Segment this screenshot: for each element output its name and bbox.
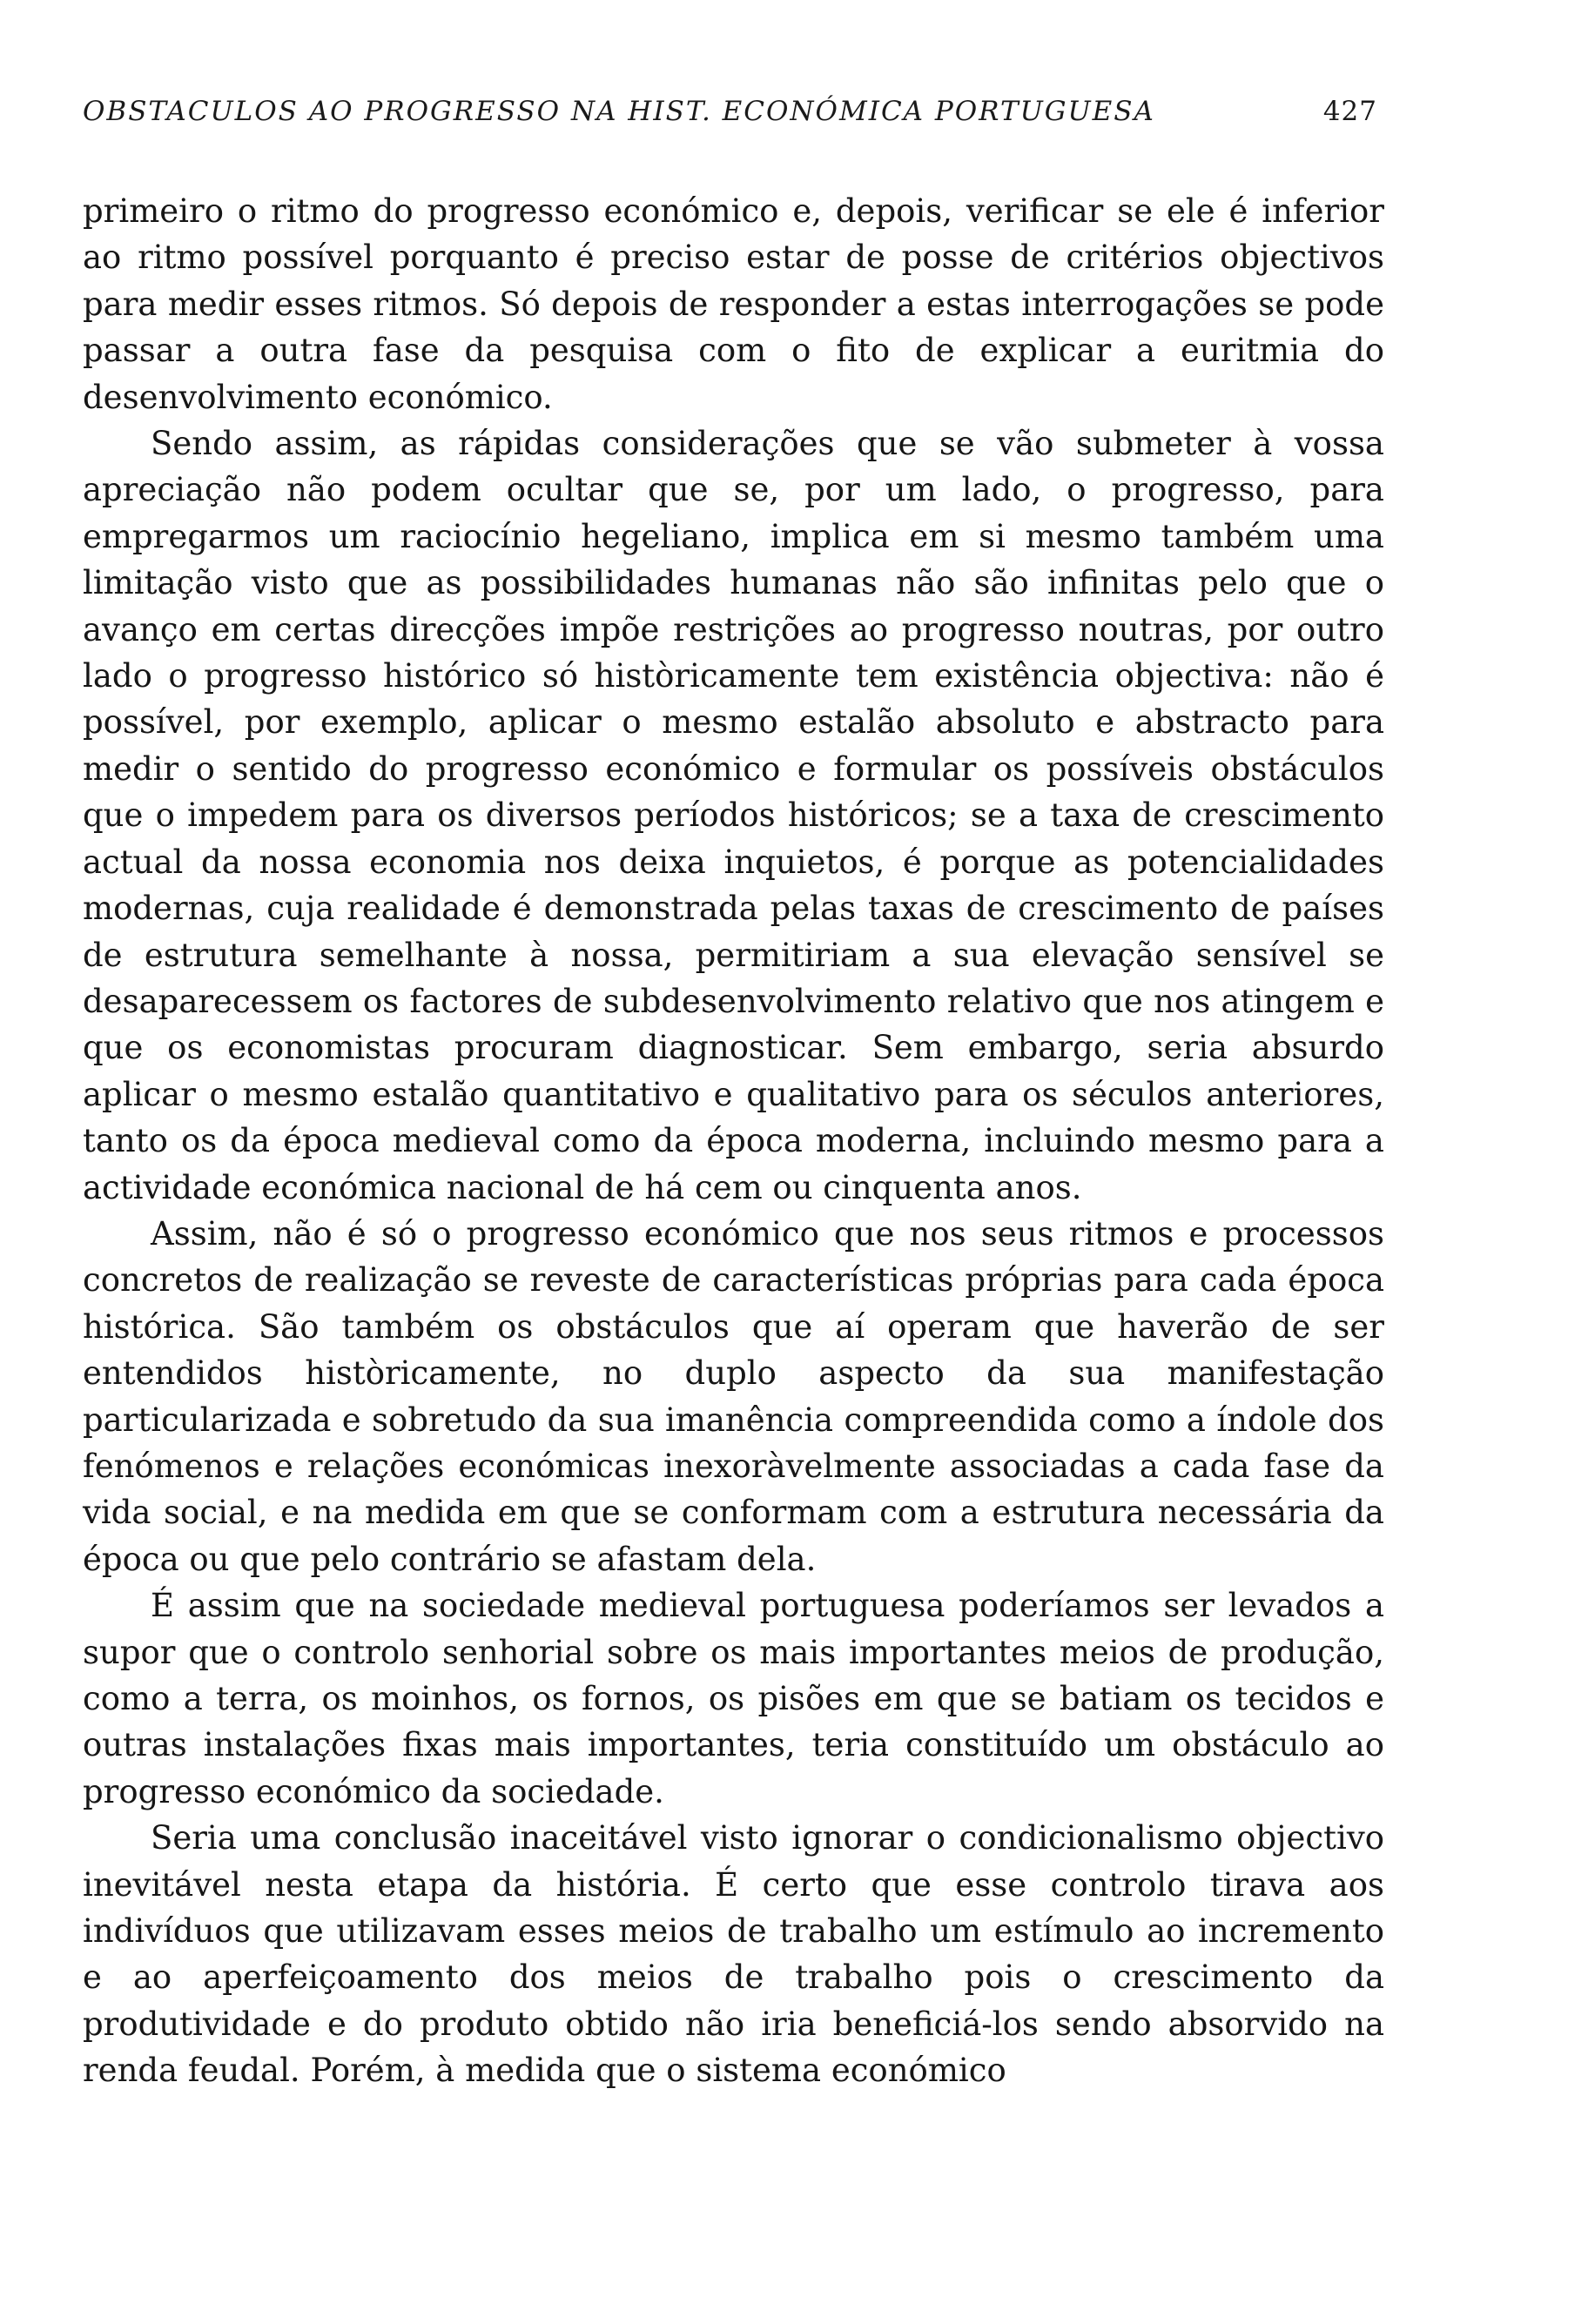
- running-head: [83, 96, 1384, 127]
- page-number: 427: [1322, 96, 1377, 127]
- paragraph: Seria uma conclusão inaceitável visto ignorar o condicionalismo objectivo inevitável nesta etapa da história. É certo que esse controlo tirava aos indivíduos que utilizavam esses meios de trabalho um estímulo ao incremento e ao aperfeiçoamento dos meios de trabalho pois o crescimento da produtividade e do produto obtido não iria beneficiá-los sendo absorvido na renda feudal. Porém, à medida que o sistema económico: [83, 1819, 1384, 2090]
- paragraph: É assim que na sociedade medieval portuguesa poderíamos ser levados a supor que o controlo senhorial sobre os mais importantes meios de produção, como a terra, os moinhos, os fornos, os pisões em que se batiam os tecidos e outras instalações fixas mais importantes, teria constituído um obstáculo ao progresso económico da sociedade.: [83, 1587, 1384, 1810]
- paragraph: Sendo assim, as rápidas considerações que se vão submeter à vossa apreciação não podem ocultar que se, por um lado, o progresso, para empregarmos um raciocínio hegeliano, implica em si mesmo também uma limitação visto que as possibilidades humanas não são infinitas pelo que o avanço em certas direcções impõe restrições ao progresso noutras, por outro lado o progresso histórico só històricamente tem existência objectiva: não é possível, por exemplo, aplicar o mesmo estalão absoluto e abstracto para medir o sentido do progresso económico e formular os possíveis obstáculos que o impedem para os diversos períodos históricos; se a taxa de crescimento actual da nossa economia nos deixa inquietos, é porque as potencialidades modernas, cuja realidade é demonstrada pelas taxas de crescimento de países de estrutura semelhante à nossa, permitiriam a sua elevação sensível se desaparecessem os factores de subdesenvolvimento relativo que nos atingem e que os economistas procuram diagnosticar. Sem embargo, seria absurdo aplicar o mesmo estalão quantitativo e qualitativo para os séculos anteriores, tanto os da época medieval como da época moderna, incluindo mesmo para a actividade económica nacional de há cem ou cinquenta anos.: [83, 425, 1384, 1206]
- paragraph-continuation: primeiro o ritmo do progresso económico e, depois, verificar se ele é inferior ao ritmo possível porquanto é preciso estar de posse de critérios objectivos para medir esses ritmos. Só depois de responder a estas interrogações se pode passar a outra fase da pesquisa com o fito de explicar a euritmia do desenvolvimento económico.: [83, 192, 1384, 416]
- body-text: [83, 188, 1384, 2094]
- running-title: OBSTACULOS AO PROGRESSO NA HIST. ECONÓMICA PORTUGUESA: [83, 96, 1155, 127]
- paragraph: Assim, não é só o progresso económico que nos seus ritmos e processos concretos de realização se reveste de características próprias para cada época histórica. São também os obstáculos que aí operam que haverão de ser entendidos històricamente, no duplo aspecto da sua manifestação particularizada e sobretudo da sua imanência compreendida como a índole dos fenómenos e relações económicas inexoràvelmente associadas a cada fase da vida social, e na medida em que se conformam com a estrutura necessária da época ou que pelo contrário se afastam dela.: [83, 1214, 1384, 1578]
- book-page: [83, 96, 1384, 2094]
